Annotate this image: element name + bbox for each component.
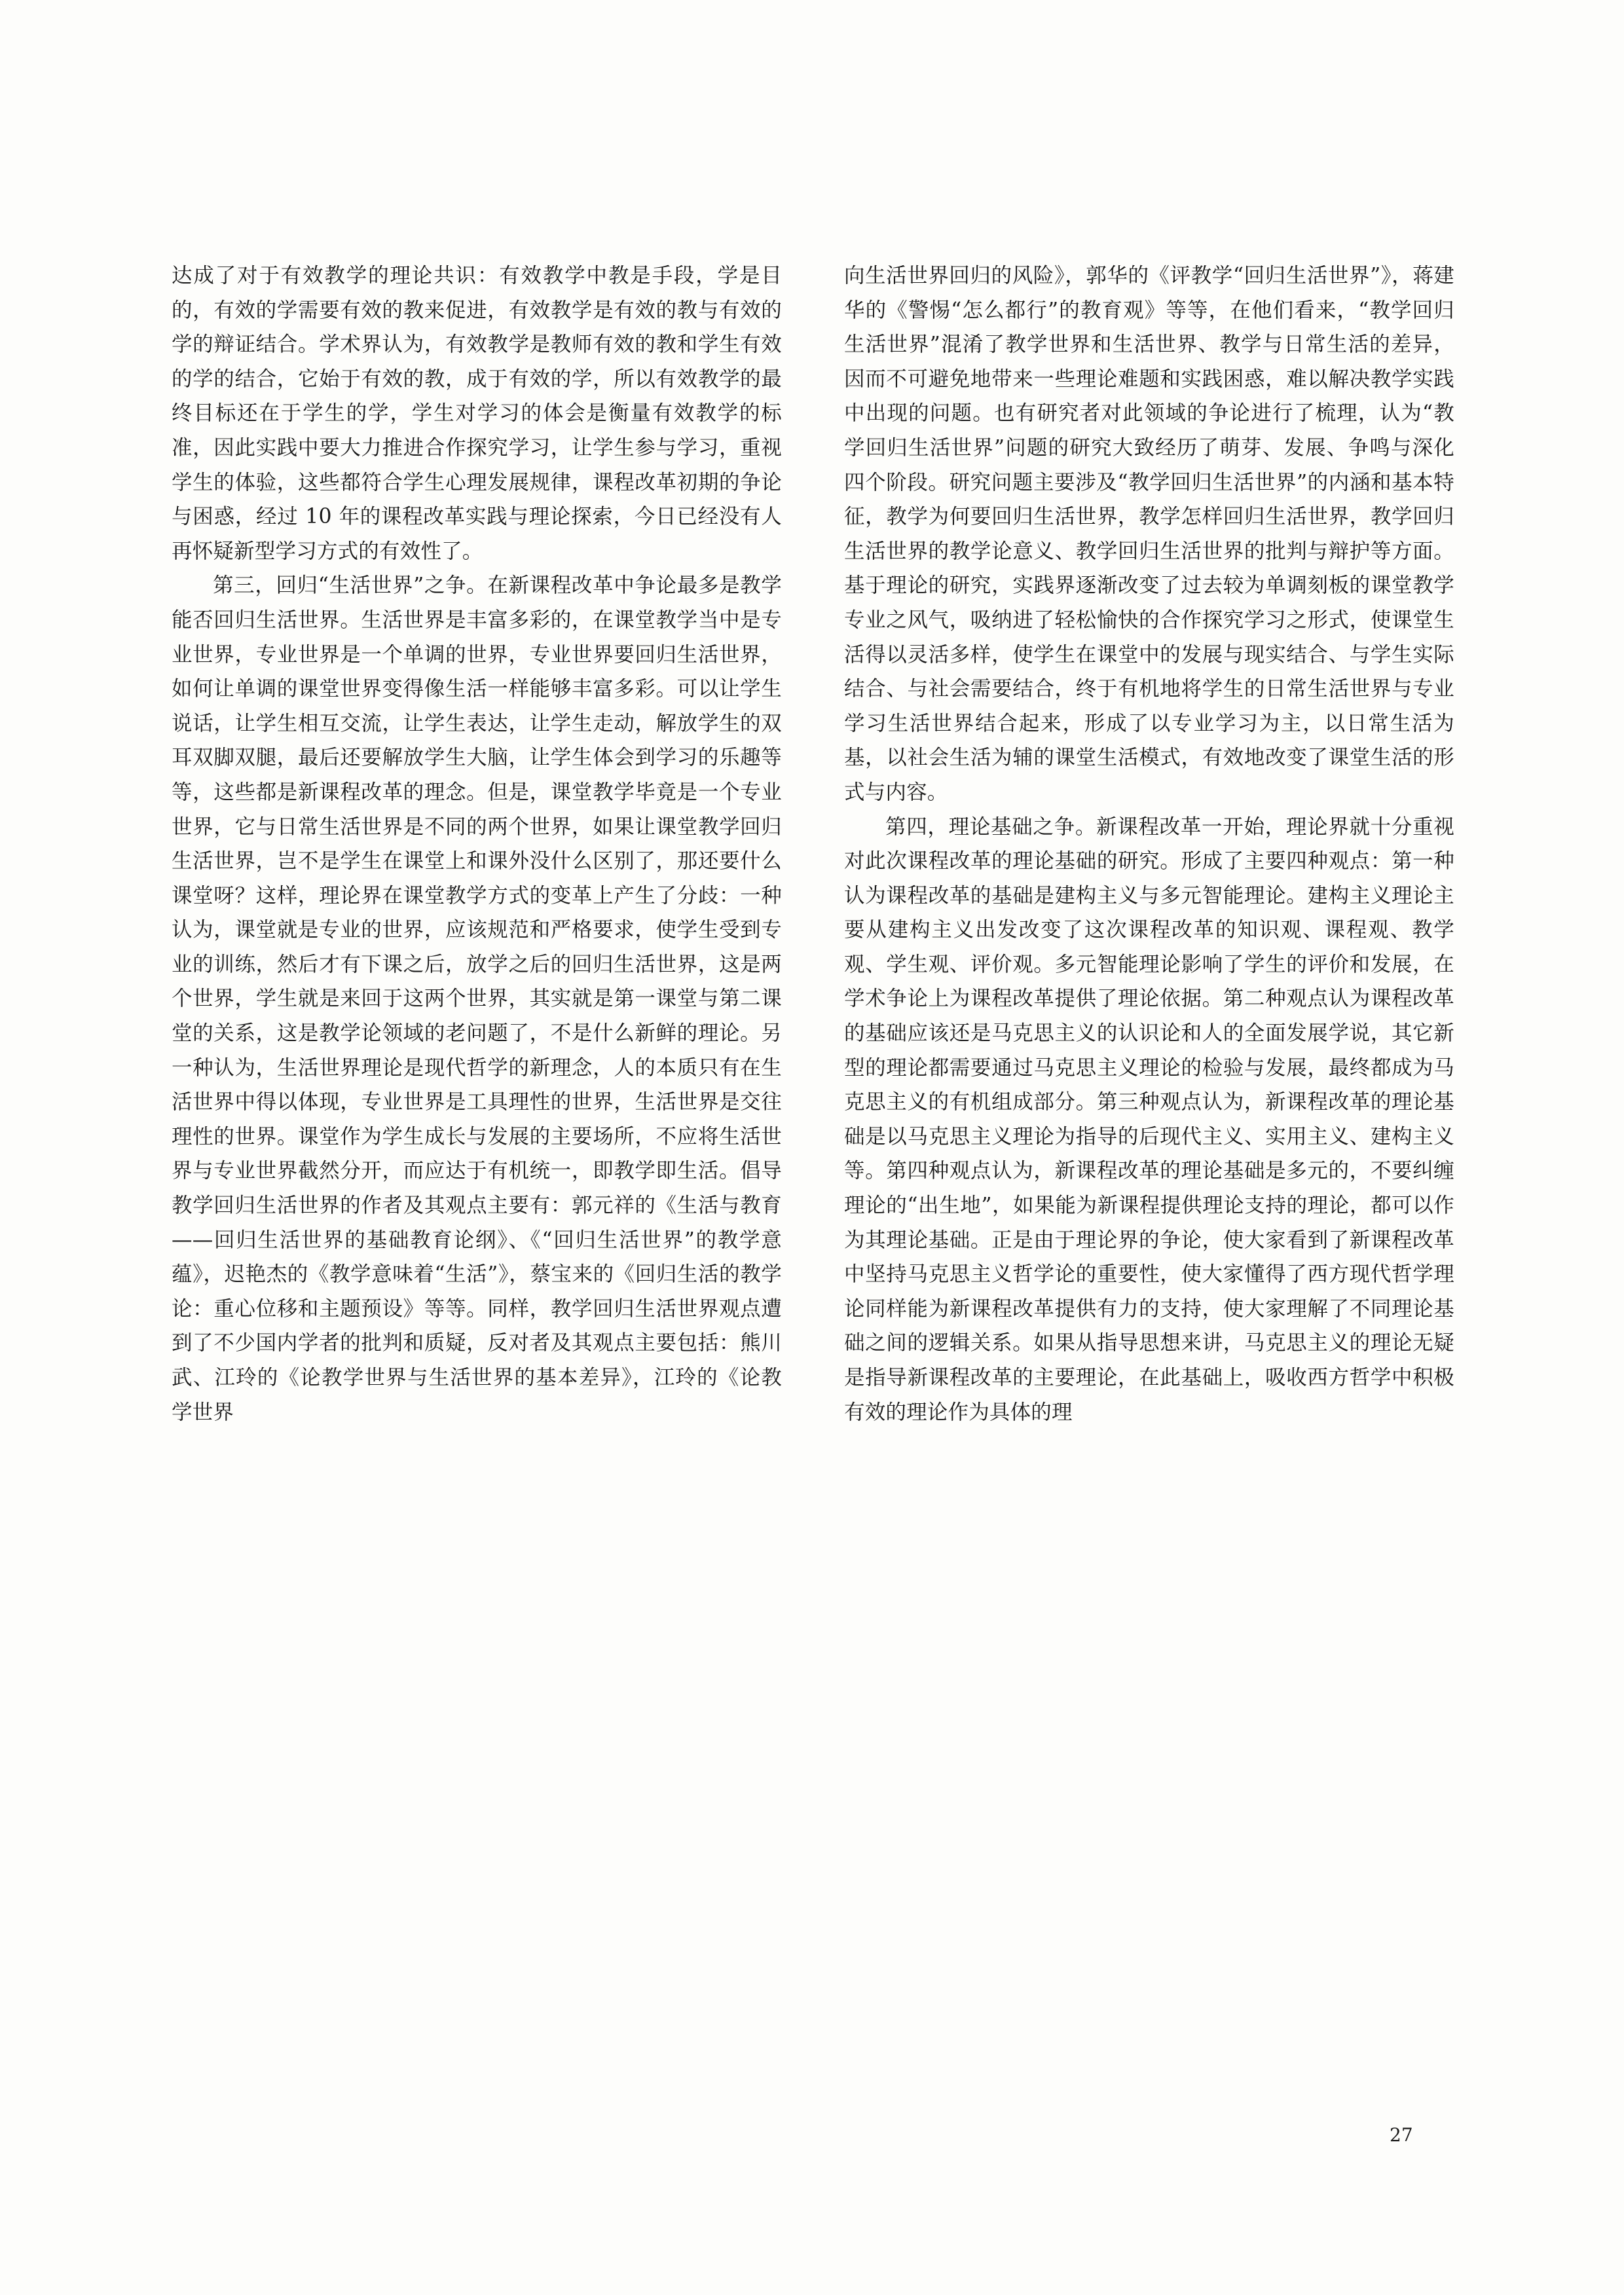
paragraph: 第三，回归“生活世界”之争。在新课程改革中争论最多是教学能否回归生活世界。生活世界是丰富多彩的，在课堂教学当中是专业世界，专业世界是一个单调的世界，专业世界要回归生活世界，如何让单调的课堂世界变得像生活一样能够丰富多彩。可以让学生说话，让学生相互交流，让学生表达，让学生走动，解放学生的双耳双脚双腿，最后还要解放学生大脑，让学生体会到学习的乐趣等等，这些都是新课程改革的理念。但是，课堂教学毕竟是一个专业世界，它与日常生活世界是不同的两个世界，如果让课堂教学回归生活世界，岂不是学生在课堂上和课外没什么区别了，那还要什么课堂呀？这样，理论界在课堂教学方式的变革上产生了分歧：一种认为，课堂就是专业的世界，应该规范和严格要求，使学生受到专业的训练，然后才有下课之后，放学之后的回归生活世界，这是两个世界，学生就是来回于这两个世界，其实就是第一课堂与第二课堂的关系，这是教学论领域的老问题了，不是什么新鲜的理论。另一种认为，生活世界理论是现代哲学的新理念，人的本质只有在生活世界中得以体现，专业世界是工具理性的世界，生活世界是交往理性的世界。课堂作为学生成长与发展的主要场所，不应将生活世界与专业世界截然分开，而应达于有机统一，即教学即生活。倡导教学回归生活世界的作者及其观点主要有：郭元祥的《生活与教育——回归生活世界的基础教育论纲》、《“回归生活世界”的教学意蕴》，迟艳杰的《教学意味着“生活”》，蔡宝来的《回归生活的教学论：重心位移和主题预设》等等。同样，教学回归生活世界观点遭到了不少国内学者的批判和质疑，反对者及其观点主要包括：熊川武、江玲的《论教学世界与生活世界的基本差异》，江玲的《论教学世界	[172, 574, 782, 1424]
paragraph: 第四，理论基础之争。新课程改革一开始，理论界就十分重视对此次课程改革的理论基础的研究。形成了主要四种观点：第一种认为课程改革的基础是建构主义与多元智能理论。建构主义理论主要从建构主义出发改变了这次课程改革的知识观、课程观、教学观、学生观、评价观。多元智能理论影响了学生的评价和发展，在学术争论上为课程改革提供了理论依据。第二种观点认为课程改革的基础应该还是马克思主义的认识论和人的全面发展学说，其它新型的理论都需要通过马克思主义理论的检验与发展，最终都成为马克思主义的有机组成部分。第三种观点认为，新课程改革的理论基础是以马克思主义理论为指导的后现代主义、实用主义、建构主义等。第四种观点认为，新课程改革的理论基础是多元的，不要纠缠理论的“出生地”，如果能为新课程提供理论支持的理论，都可以作为其理论基础。正是由于理论界的争论，使大家看到了新课程改革中坚持马克思主义哲学论的重要性，使大家懂得了西方现代哲学理论同样能为新课程改革提供有力的支持，使大家理解了不同理论基础之间的逻辑关系。如果从指导思想来讲，马克思主义的理论无疑是指导新课程改革的主要理论，在此基础上，吸收西方哲学中积极有效的理论作为具体的理	[844, 815, 1454, 1424]
right-column	[844, 259, 1454, 2125]
paragraph: 达成了对于有效教学的理论共识：有效教学中教是手段，学是目的，有效的学需要有效的教来促进，有效教学是有效的教与有效的学的辩证结合。学术界认为，有效教学是教师有效的教和学生有效的学的结合，它始于有效的教，成于有效的学，所以有效教学的最终目标还在于学生的学，学生对学习的体会是衡量有效教学的标准，因此实践中要大力推进合作探究学习，让学生参与学习，重视学生的体验，这些都符合学生心理发展规律，课程改革初期的争论与困惑，经过 10 年的课程改革实践与理论探索，今日已经没有人再怀疑新型学习方式的有效性了。	[172, 264, 782, 563]
page-number: 27	[1390, 2124, 1413, 2146]
left-column	[172, 259, 782, 2125]
two-column-body	[172, 259, 1455, 2125]
paragraph: 向生活世界回归的风险》，郭华的《评教学“回归生活世界”》，蒋建华的《警惕“怎么都行”的教育观》等等，在他们看来，“教学回归生活世界”混淆了教学世界和生活世界、教学与日常生活的差异，因而不可避免地带来一些理论难题和实践困惑，难以解决教学实践中出现的问题。也有研究者对此领域的争论进行了梳理，认为“教学回归生活世界”问题的研究大致经历了萌芽、发展、争鸣与深化四个阶段。研究问题主要涉及“教学回归生活世界”的内涵和基本特征，教学为何要回归生活世界，教学怎样回归生活世界，教学回归生活世界的教学论意义、教学回归生活世界的批判与辩护等方面。基于理论的研究，实践界逐渐改变了过去较为单调刻板的课堂教学专业之风气，吸纳进了轻松愉快的合作探究学习之形式，使课堂生活得以灵活多样，使学生在课堂中的发展与现实结合、与学生实际结合、与社会需要结合，终于有机地将学生的日常生活世界与专业学习生活世界结合起来，形成了以专业学习为主，以日常生活为基，以社会生活为辅的课堂生活模式，有效地改变了课堂生活的形式与内容。	[844, 264, 1454, 804]
